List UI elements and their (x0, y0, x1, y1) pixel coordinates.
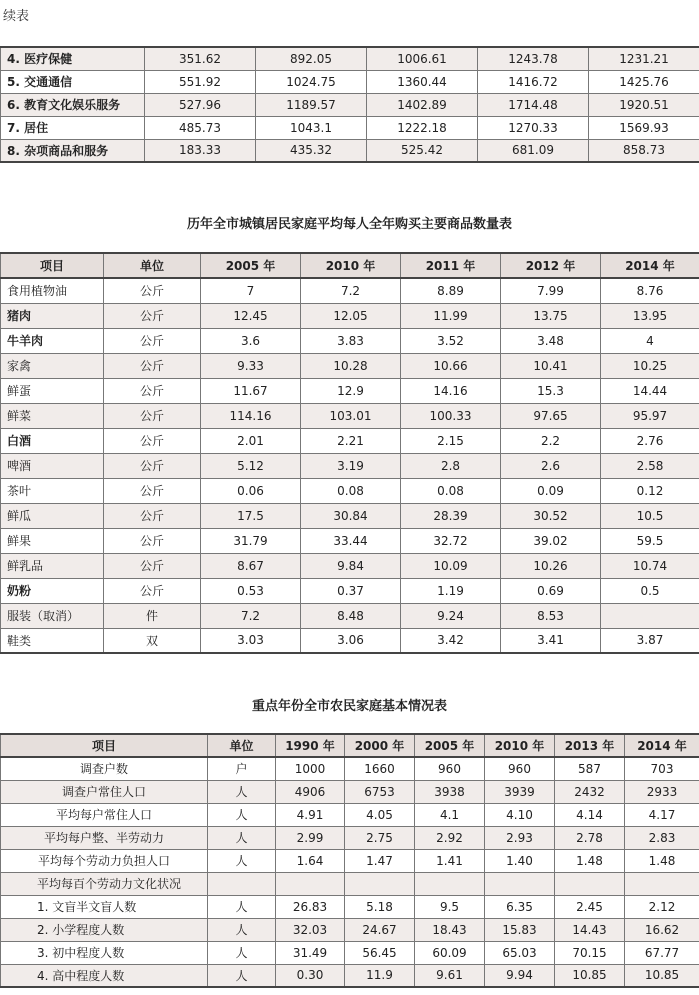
table-cell: 892.05 (256, 47, 367, 70)
table-cell: 9.94 (485, 964, 555, 987)
column-header: 2014 年 (601, 253, 699, 278)
table-cell: 8.53 (501, 603, 601, 628)
table-row (1, 780, 699, 803)
table-cell: 7 (201, 278, 301, 303)
table-cell: 1243.78 (478, 47, 589, 70)
table-cell: 67.77 (625, 941, 699, 964)
column-header: 单位 (104, 253, 201, 278)
table-cell: 525.42 (367, 139, 478, 162)
table-cell: 2.83 (625, 826, 699, 849)
unit-cell: 人 (208, 941, 276, 964)
unit-cell: 人 (208, 849, 276, 872)
table-cell: 9.33 (201, 353, 301, 378)
unit-cell: 公斤 (104, 378, 201, 403)
unit-cell: 人 (208, 803, 276, 826)
table-cell: 1006.61 (367, 47, 478, 70)
table-cell: 2.8 (401, 453, 501, 478)
table-cell: 11.99 (401, 303, 501, 328)
row-label: 平均每个劳动力负担人口 (1, 849, 208, 872)
table-cell: 4.91 (276, 803, 345, 826)
table-cell: 4.14 (555, 803, 625, 826)
rural-household-table (0, 733, 699, 988)
row-label: 平均每百个劳动力文化状况 (1, 872, 208, 895)
table-row (1, 303, 699, 328)
table-row (1, 603, 699, 628)
table-cell: 2.92 (415, 826, 485, 849)
table-cell (345, 872, 415, 895)
table-cell: 9.5 (415, 895, 485, 918)
table-cell: 10.85 (625, 964, 699, 987)
table-cell: 33.44 (301, 528, 401, 553)
row-label: 调查户常住人口 (1, 780, 208, 803)
table-cell: 8.76 (601, 278, 699, 303)
row-label: 鲜乳品 (1, 553, 104, 578)
table-cell: 12.45 (201, 303, 301, 328)
column-header: 2000 年 (345, 734, 415, 757)
table-cell: 2.58 (601, 453, 699, 478)
table-cell: 15.83 (485, 918, 555, 941)
table-cell: 1425.76 (589, 70, 699, 93)
table-cell: 65.03 (485, 941, 555, 964)
table-cell: 10.25 (601, 353, 699, 378)
table-cell: 1360.44 (367, 70, 478, 93)
table-cell: 31.49 (276, 941, 345, 964)
table-cell: 2.21 (301, 428, 401, 453)
table-cell: 1024.75 (256, 70, 367, 93)
unit-cell: 户 (208, 757, 276, 780)
table-cell: 1714.48 (478, 93, 589, 116)
table-cell: 30.52 (501, 503, 601, 528)
table-cell: 485.73 (145, 116, 256, 139)
table-cell: 4.10 (485, 803, 555, 826)
unit-cell: 公斤 (104, 528, 201, 553)
table-row (1, 328, 699, 353)
continued-label: 续表 (3, 9, 30, 24)
table-cell: 13.95 (601, 303, 699, 328)
table-cell: 14.43 (555, 918, 625, 941)
table-cell: 1.40 (485, 849, 555, 872)
table-cell: 10.85 (555, 964, 625, 987)
table-cell: 960 (485, 757, 555, 780)
table-cell: 2933 (625, 780, 699, 803)
table-cell: 2.99 (276, 826, 345, 849)
unit-cell: 公斤 (104, 478, 201, 503)
table-cell: 551.92 (145, 70, 256, 93)
row-label: 8. 杂项商品和服务 (1, 139, 145, 162)
table-cell: 2.45 (555, 895, 625, 918)
row-label: 鲜蛋 (1, 378, 104, 403)
unit-cell: 公斤 (104, 303, 201, 328)
column-header: 2013 年 (555, 734, 625, 757)
row-label: 鲜果 (1, 528, 104, 553)
unit-cell: 公斤 (104, 328, 201, 353)
table-cell: 2.93 (485, 826, 555, 849)
row-label: 食用植物油 (1, 278, 104, 303)
table-cell: 26.83 (276, 895, 345, 918)
table-cell: 11.9 (345, 964, 415, 987)
table-cell: 9.24 (401, 603, 501, 628)
table-row (1, 378, 699, 403)
table-cell: 7.2 (201, 603, 301, 628)
table-cell: 10.41 (501, 353, 601, 378)
row-label: 1. 文盲半文盲人数 (1, 895, 208, 918)
table-row (1, 803, 699, 826)
table-cell: 2.15 (401, 428, 501, 453)
table-cell: 960 (415, 757, 485, 780)
table-cell: 0.53 (201, 578, 301, 603)
unit-cell: 公斤 (104, 428, 201, 453)
row-label: 鲜瓜 (1, 503, 104, 528)
row-label: 鲜菜 (1, 403, 104, 428)
table-cell: 17.5 (201, 503, 301, 528)
table-cell: 351.62 (145, 47, 256, 70)
column-header: 2005 年 (201, 253, 301, 278)
table-cell: 1569.93 (589, 116, 699, 139)
table2-title: 历年全市城镇居民家庭平均每人全年购买主要商品数量表 (186, 217, 512, 232)
table-row (1, 895, 699, 918)
table-row (1, 353, 699, 378)
table-cell: 100.33 (401, 403, 501, 428)
row-label: 家禽 (1, 353, 104, 378)
unit-cell: 人 (208, 826, 276, 849)
table-cell: 30.84 (301, 503, 401, 528)
table-cell: 3.06 (301, 628, 401, 653)
table-cell: 10.74 (601, 553, 699, 578)
table-cell: 32.72 (401, 528, 501, 553)
table-cell: 1.48 (625, 849, 699, 872)
column-header: 2010 年 (301, 253, 401, 278)
table-row (1, 528, 699, 553)
row-label: 白酒 (1, 428, 104, 453)
row-label: 调查户数 (1, 757, 208, 780)
table-cell: 3.48 (501, 328, 601, 353)
table-cell (601, 603, 699, 628)
unit-cell: 公斤 (104, 453, 201, 478)
unit-cell: 人 (208, 918, 276, 941)
row-label: 6. 教育文化娱乐服务 (1, 93, 145, 116)
table-cell: 6.35 (485, 895, 555, 918)
table-cell: 3939 (485, 780, 555, 803)
column-header: 项目 (1, 734, 208, 757)
table-row (1, 826, 699, 849)
table-cell: 0.06 (201, 478, 301, 503)
unit-cell: 公斤 (104, 353, 201, 378)
table-cell: 59.5 (601, 528, 699, 553)
table-cell: 681.09 (478, 139, 589, 162)
table-cell: 12.05 (301, 303, 401, 328)
table-row (1, 93, 699, 116)
table-cell: 9.84 (301, 553, 401, 578)
row-label: 3. 初中程度人数 (1, 941, 208, 964)
table-cell: 2.76 (601, 428, 699, 453)
table-cell: 10.09 (401, 553, 501, 578)
table-cell: 70.15 (555, 941, 625, 964)
column-header: 2014 年 (625, 734, 699, 757)
table-cell: 97.65 (501, 403, 601, 428)
table-cell: 2.2 (501, 428, 601, 453)
table-cell: 56.45 (345, 941, 415, 964)
table-row (1, 757, 699, 780)
urban-purchase-table (0, 252, 699, 654)
table-cell: 435.32 (256, 139, 367, 162)
table-cell (555, 872, 625, 895)
table-cell: 103.01 (301, 403, 401, 428)
table-row (1, 403, 699, 428)
table-row (1, 278, 699, 303)
table-cell: 14.44 (601, 378, 699, 403)
table-cell: 31.79 (201, 528, 301, 553)
row-label: 鞋类 (1, 628, 104, 653)
table3-title: 重点年份全市农民家庭基本情况表 (251, 699, 447, 714)
table-cell: 3.52 (401, 328, 501, 353)
row-label: 茶叶 (1, 478, 104, 503)
column-header: 项目 (1, 253, 104, 278)
column-header: 1990 年 (276, 734, 345, 757)
table-cell: 0.37 (301, 578, 401, 603)
table-cell: 2.12 (625, 895, 699, 918)
table-row (1, 849, 699, 872)
table-cell: 16.62 (625, 918, 699, 941)
unit-cell (208, 872, 276, 895)
table-row (1, 941, 699, 964)
unit-cell: 人 (208, 895, 276, 918)
table-cell (276, 872, 345, 895)
table-cell: 13.75 (501, 303, 601, 328)
row-label: 猪肉 (1, 303, 104, 328)
table-cell: 4.17 (625, 803, 699, 826)
table-cell (415, 872, 485, 895)
table-cell: 3.83 (301, 328, 401, 353)
table-cell: 12.9 (301, 378, 401, 403)
table-row (1, 428, 699, 453)
table-cell: 8.67 (201, 553, 301, 578)
table-cell: 1660 (345, 757, 415, 780)
unit-cell: 公斤 (104, 278, 201, 303)
table-cell: 9.61 (415, 964, 485, 987)
table-cell: 10.26 (501, 553, 601, 578)
table-cell: 1416.72 (478, 70, 589, 93)
table-cell: 703 (625, 757, 699, 780)
table-cell: 1000 (276, 757, 345, 780)
table-cell: 3.87 (601, 628, 699, 653)
table-cell: 2.01 (201, 428, 301, 453)
table-row (1, 553, 699, 578)
table-cell: 114.16 (201, 403, 301, 428)
table-cell: 14.16 (401, 378, 501, 403)
table-cell: 18.43 (415, 918, 485, 941)
row-label: 7. 居住 (1, 116, 145, 139)
table-cell: 4 (601, 328, 699, 353)
table-cell: 1.47 (345, 849, 415, 872)
table-cell: 8.48 (301, 603, 401, 628)
unit-cell: 人 (208, 780, 276, 803)
table-cell: 11.67 (201, 378, 301, 403)
table-cell: 2.6 (501, 453, 601, 478)
table-cell: 32.03 (276, 918, 345, 941)
table-cell: 5.18 (345, 895, 415, 918)
table-cell: 0.08 (401, 478, 501, 503)
table-cell: 1222.18 (367, 116, 478, 139)
expenditure-table-continued (0, 46, 699, 163)
table-cell: 1920.51 (589, 93, 699, 116)
table-cell: 183.33 (145, 139, 256, 162)
table-cell: 3.41 (501, 628, 601, 653)
table-cell: 10.28 (301, 353, 401, 378)
table-cell: 3.03 (201, 628, 301, 653)
table-cell: 7.99 (501, 278, 601, 303)
table-cell: 587 (555, 757, 625, 780)
table-cell: 3.19 (301, 453, 401, 478)
table-cell: 7.2 (301, 278, 401, 303)
table-cell: 5.12 (201, 453, 301, 478)
table-cell: 2.78 (555, 826, 625, 849)
table-cell: 4.05 (345, 803, 415, 826)
table-cell: 10.66 (401, 353, 501, 378)
table-cell: 10.5 (601, 503, 699, 528)
table-row (1, 628, 699, 653)
row-label: 平均每户常住人口 (1, 803, 208, 826)
row-label: 奶粉 (1, 578, 104, 603)
row-label: 4. 高中程度人数 (1, 964, 208, 987)
table-cell (625, 872, 699, 895)
table-cell: 1.48 (555, 849, 625, 872)
unit-cell: 双 (104, 628, 201, 653)
table-row (1, 453, 699, 478)
table-cell: 3.42 (401, 628, 501, 653)
table-cell: 4.1 (415, 803, 485, 826)
table-cell: 2.75 (345, 826, 415, 849)
column-header: 2012 年 (501, 253, 601, 278)
unit-cell: 公斤 (104, 503, 201, 528)
row-label: 平均每户整、半劳动力 (1, 826, 208, 849)
table-cell: 95.97 (601, 403, 699, 428)
unit-cell: 公斤 (104, 578, 201, 603)
table-cell: 39.02 (501, 528, 601, 553)
table-cell: 0.69 (501, 578, 601, 603)
table-cell: 1.64 (276, 849, 345, 872)
row-label: 啤酒 (1, 453, 104, 478)
table-cell: 1.41 (415, 849, 485, 872)
table-row (1, 503, 699, 528)
table-row (1, 478, 699, 503)
row-label: 牛羊肉 (1, 328, 104, 353)
table-cell: 1270.33 (478, 116, 589, 139)
table-cell: 6753 (345, 780, 415, 803)
table-row (1, 964, 699, 987)
row-label: 2. 小学程度人数 (1, 918, 208, 941)
column-header: 2010 年 (485, 734, 555, 757)
table-cell: 15.3 (501, 378, 601, 403)
row-label: 服装（取消） (1, 603, 104, 628)
unit-cell: 件 (104, 603, 201, 628)
table-cell: 858.73 (589, 139, 699, 162)
table-cell: 1189.57 (256, 93, 367, 116)
table-cell: 1043.1 (256, 116, 367, 139)
table-cell: 527.96 (145, 93, 256, 116)
table-cell: 0.12 (601, 478, 699, 503)
table-cell: 1231.21 (589, 47, 699, 70)
row-label: 4. 医疗保健 (1, 47, 145, 70)
table-cell: 2432 (555, 780, 625, 803)
table-cell (485, 872, 555, 895)
table-cell: 3938 (415, 780, 485, 803)
table-cell: 24.67 (345, 918, 415, 941)
unit-cell: 人 (208, 964, 276, 987)
unit-cell: 公斤 (104, 403, 201, 428)
table-cell: 1402.89 (367, 93, 478, 116)
table-row (1, 918, 699, 941)
table-row (1, 116, 699, 139)
column-header: 2005 年 (415, 734, 485, 757)
table-row (1, 872, 699, 895)
table-row (1, 47, 699, 70)
table-cell: 0.5 (601, 578, 699, 603)
table-row (1, 139, 699, 162)
unit-cell: 公斤 (104, 553, 201, 578)
row-label: 5. 交通通信 (1, 70, 145, 93)
table-row (1, 578, 699, 603)
table-cell: 1.19 (401, 578, 501, 603)
table-cell: 60.09 (415, 941, 485, 964)
table-cell: 4906 (276, 780, 345, 803)
column-header: 2011 年 (401, 253, 501, 278)
table-cell: 0.08 (301, 478, 401, 503)
table-cell: 3.6 (201, 328, 301, 353)
table-cell: 8.89 (401, 278, 501, 303)
table-cell: 28.39 (401, 503, 501, 528)
table-cell: 0.09 (501, 478, 601, 503)
table-cell: 0.30 (276, 964, 345, 987)
table-row (1, 70, 699, 93)
column-header: 单位 (208, 734, 276, 757)
